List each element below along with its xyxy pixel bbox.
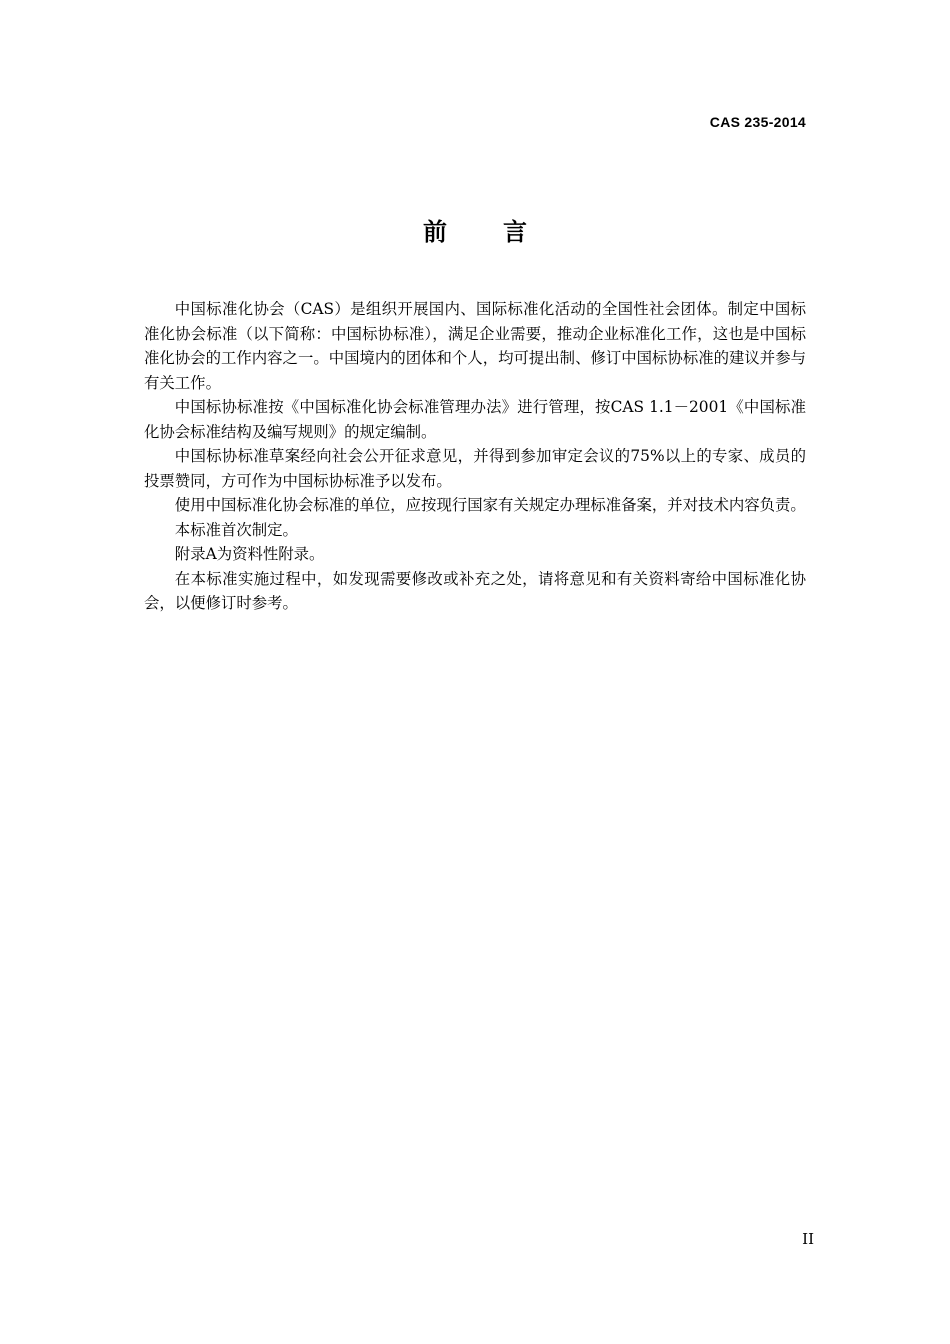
paragraph-annex: 附录A为资料性附录。	[174, 545, 325, 563]
paragraph-first-edition: 本标准首次制定。	[174, 520, 298, 539]
standard-code: CAS 235-2014	[709, 114, 806, 130]
foreword-body	[144, 297, 806, 616]
page-number: II	[802, 1230, 814, 1248]
paragraph-approval: 中国标协标准草案经向社会公开征求意见，并得到参加审定会议的75%以上的专家、成员的投票赞同，方可作为中国标协标准予以发布。	[144, 447, 806, 490]
paragraph-feedback: 在本标准实施过程中，如发现需要修改或补充之处，请将意见和有关资料寄给中国标准化协会，以便修订时参考。	[144, 569, 806, 612]
paragraph-usage: 使用中国标准化协会标准的单位，应按现行国家有关规定办理标准备案，并对技术内容负责。	[174, 496, 806, 514]
page-title: 前言	[423, 218, 583, 246]
paragraph-cas-intro: 中国标准化协会（CAS）是组织开展国内、国际标准化活动的全国性社会团体。制定中国标准化协会标准（以下简称：中国标协标准），满足企业需要，推动企业标准化工作，这也是中国标准化协会的工作内容之一。中国境内的团体和个人，均可提出制、修订中国标协标准的建议并参与有关工作。	[144, 300, 806, 392]
paragraph-management: 中国标协标准按《中国标准化协会标准管理办法》进行管理，按CAS 1.1－2001《中国标准化协会标准结构及编写规则》的规定编制。	[144, 398, 806, 441]
